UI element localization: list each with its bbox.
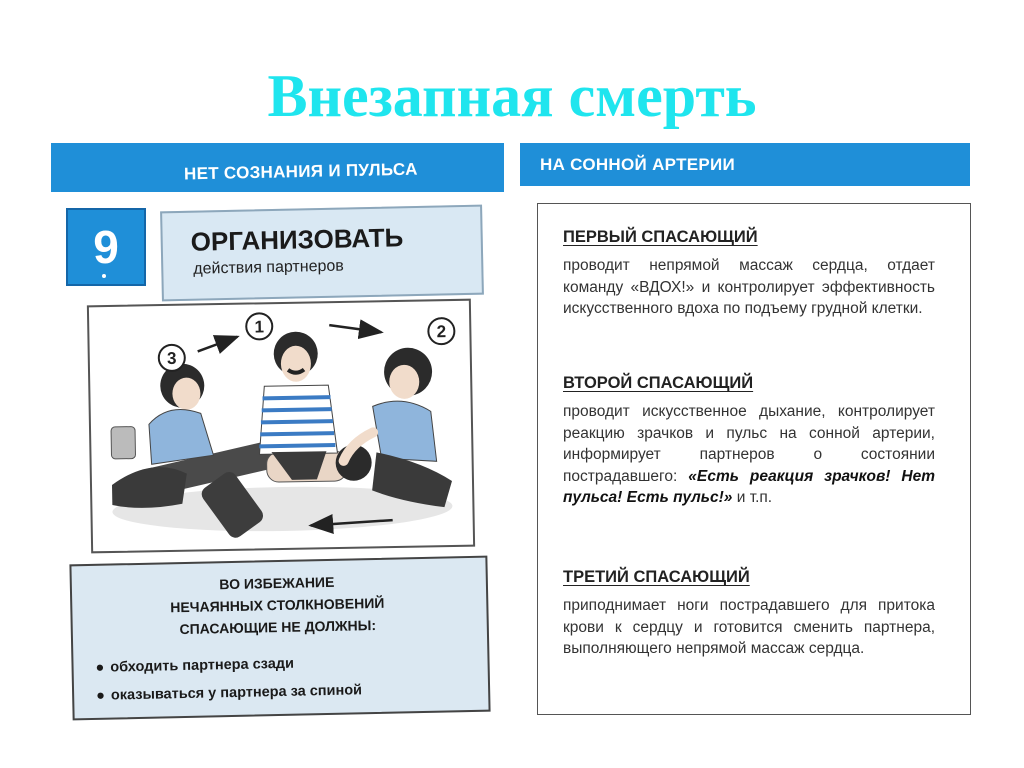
warning-item-text: обходить партнера сзади [110,655,295,676]
warning-box [69,556,490,721]
warning-title-line-3: СПАСАЮЩИЕ НЕ ДОЛЖНЫ: [179,616,377,638]
badge-dot [102,274,106,278]
second-rescuer-text: проводит искусственное дыхание, контролирует реакцию зрачков и пульс на сонной артерии, информирует партнеров о состоянии пострадавшего: [563,403,935,485]
right-header-bar [520,143,970,186]
step-heading-box [160,205,484,302]
arrow-3-to-1 [197,337,237,352]
first-rescuer-text: проводит непрямой массаж сердца, отдает команду «ВДОХ!» и контролирует эффективность искусственного вдоха по подъему грудной клетки. [563,257,935,317]
third-rescuer-section [563,568,935,660]
left-header-bar [51,143,504,192]
marker-3 [159,345,185,371]
second-rescuer-section [563,374,935,509]
step-subheading: действия партнеров [193,257,344,278]
warning-item-text: оказываться у партнера за спиной [110,682,363,704]
rescuer-3-figure [110,363,214,508]
right-header-text: НА СОННОЙ АРТЕРИИ [540,154,736,174]
marker-2-label: 2 [436,322,447,342]
warning-title-line-1: ВО ИЗБЕЖАНИЕ [219,573,335,593]
rescuer-2-figure [342,347,453,509]
rescuers-illustration-svg [89,301,473,552]
marker-3-label: 3 [166,348,177,368]
bullet-icon: ● [96,687,106,704]
second-rescuer-tail: и т.п. [732,489,773,506]
rescuers-illustration [87,299,475,554]
slide-title: Внезапная смерть [267,63,757,129]
step-number-badge [66,208,146,286]
third-rescuer-text: приподнимает ноги пострадавшего для притока крови к сердцу и готовится сменить партнера, выполняющего непрямой массаж сердца. [563,597,935,657]
rescuer-roles-panel [537,203,971,715]
marker-1-label: 1 [254,317,265,337]
first-rescuer-section [563,228,935,320]
marker-2 [428,318,454,344]
step-number: 9 [93,221,119,273]
first-rescuer-heading: ПЕРВЫЙ СПАСАЮЩИЙ [563,228,758,246]
step-heading: ОРГАНИЗОВАТЬ [190,222,404,257]
warning-title-line-2: НЕЧАЯННЫХ СТОЛКНОВЕНИЙ [170,594,385,616]
arrow-1-to-2 [329,324,381,333]
marker-1 [246,313,272,339]
bullet-icon: ● [95,659,105,676]
third-rescuer-heading: ТРЕТИЙ СПАСАЮЩИЙ [563,568,750,586]
left-header-text: НЕТ СОЗНАНИЯ И ПУЛЬСА [183,159,418,183]
second-rescuer-text-block [563,401,935,509]
warning-item [95,656,294,676]
second-rescuer-emphasis: «Есть реакция зрачков! Нет пульса! Есть пульс!» [563,467,935,506]
warning-item [96,682,362,704]
warning-title [112,569,443,642]
second-rescuer-heading: ВТОРОЙ СПАСАЮЩИЙ [563,374,754,392]
